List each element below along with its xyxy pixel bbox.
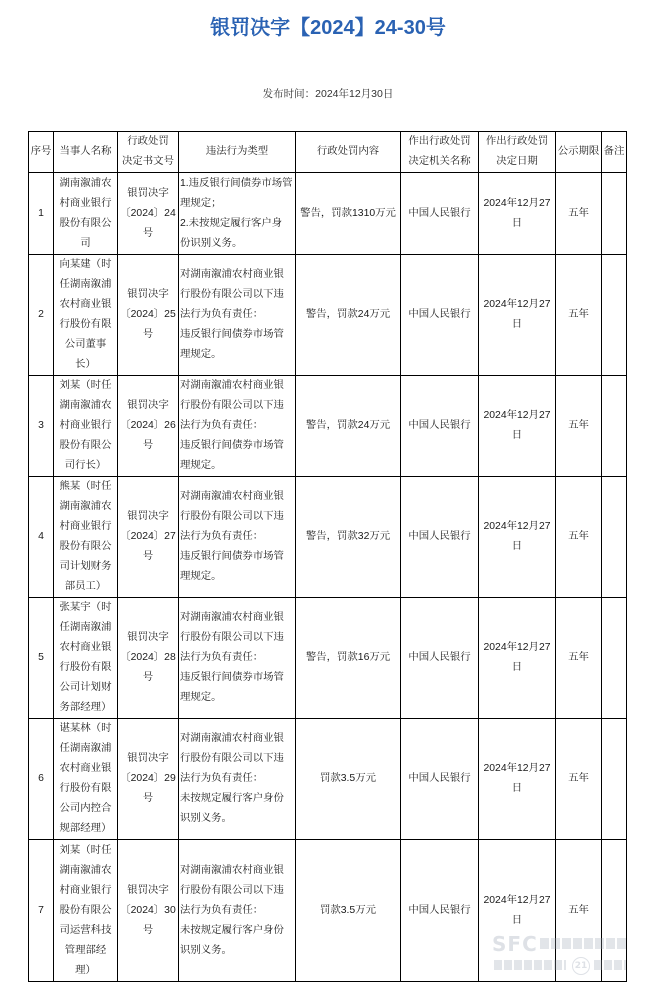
cell-party-name: 向某建（时 任湖南溆浦 农村商业银 行股份有限 公司董事 长） [54, 255, 118, 376]
cell-authority: 中国人民银行 [401, 477, 479, 598]
cell-disclosure-period: 五年 [556, 719, 602, 840]
cell-authority: 中国人民银行 [401, 173, 479, 255]
table-row [29, 598, 627, 719]
publish-date-label: 发布时间： [262, 88, 316, 100]
publish-date-value: 2024年12月30日 [315, 88, 394, 100]
cell-disclosure-period: 五年 [556, 173, 602, 255]
cell-authority: 中国人民银行 [401, 719, 479, 840]
cell-serial-number: 2 [29, 255, 54, 376]
cell-disclosure-period: 五年 [556, 598, 602, 719]
cell-decision-number: 银罚决字 〔2024〕28 号 [118, 598, 179, 719]
penalty-table [28, 131, 627, 982]
cell-serial-number: 4 [29, 477, 54, 598]
cell-violation-type: 对湖南溆浦农村商业银 行股份有限公司以下违 法行为负有责任： 违反银行间债券市场管 理规定。 [179, 598, 296, 719]
cell-serial-number: 7 [29, 840, 54, 982]
cell-authority: 中国人民银行 [401, 840, 479, 982]
cell-violation-type: 对湖南溆浦农村商业银 行股份有限公司以下违 法行为负有责任： 未按规定履行客户身份 识别义务。 [179, 840, 296, 982]
cell-decision-date: 2024年12月27 日 [479, 719, 556, 840]
table-header-row [29, 132, 627, 173]
table-row [29, 840, 627, 982]
cell-disclosure-period: 五年 [556, 840, 602, 982]
table-row [29, 376, 627, 477]
cell-penalty-content: 警告，罚款24万元 [296, 376, 401, 477]
cell-serial-number: 6 [29, 719, 54, 840]
cell-penalty-content: 警告，罚款16万元 [296, 598, 401, 719]
cell-serial-number: 5 [29, 598, 54, 719]
cell-penalty-content: 警告，罚款24万元 [296, 255, 401, 376]
cell-decision-date: 2024年12月27 日 [479, 477, 556, 598]
cell-penalty-content: 警告，罚款32万元 [296, 477, 401, 598]
cell-party-name: 湖南溆浦农 村商业银行 股份有限公 司 [54, 173, 118, 255]
cell-violation-type: 对湖南溆浦农村商业银 行股份有限公司以下违 法行为负有责任： 违反银行间债券市场管 理规定。 [179, 477, 296, 598]
header-authority: 作出行政处罚 决定机关名称 [401, 132, 479, 173]
cell-violation-type: 对湖南溆浦农村商业银 行股份有限公司以下违 法行为负有责任： 未按规定履行客户身份 识别义务。 [179, 719, 296, 840]
cell-authority: 中国人民银行 [401, 598, 479, 719]
table-row [29, 477, 627, 598]
cell-party-name: 张某宇（时 任湖南溆浦 农村商业银 行股份有限 公司计划财 务部经理） [54, 598, 118, 719]
cell-decision-number: 银罚决字 〔2024〕27 号 [118, 477, 179, 598]
cell-authority: 中国人民银行 [401, 255, 479, 376]
cell-serial-number: 1 [29, 173, 54, 255]
cell-party-name: 刘某（时任 湖南溆浦农 村商业银行 股份有限公 司行长） [54, 376, 118, 477]
cell-penalty-content: 警告，罚款1310万元 [296, 173, 401, 255]
header-violation-type: 违法行为类型 [179, 132, 296, 173]
cell-remarks [602, 719, 627, 840]
cell-decision-number: 银罚决字 〔2024〕30 号 [118, 840, 179, 982]
cell-violation-type: 1.违反银行间债券市场管 理规定； 2.未按规定履行客户身 份识别义务。 [179, 173, 296, 255]
cell-authority: 中国人民银行 [401, 376, 479, 477]
cell-remarks [602, 598, 627, 719]
header-serial-number: 序号 [29, 132, 54, 173]
cell-remarks [602, 477, 627, 598]
cell-decision-date: 2024年12月27 日 [479, 173, 556, 255]
watermark-badge-icon: 21 [572, 957, 590, 975]
header-remarks: 备注 [602, 132, 627, 173]
cell-violation-type: 对湖南溆浦农村商业银 行股份有限公司以下违 法行为负有责任： 违反银行间债券市场管 理规定。 [179, 255, 296, 376]
table-row [29, 719, 627, 840]
cell-disclosure-period: 五年 [556, 477, 602, 598]
cell-disclosure-period: 五年 [556, 376, 602, 477]
cell-decision-number: 银罚决字 〔2024〕26 号 [118, 376, 179, 477]
cell-party-name: 刘某（时任 湖南溆浦农 村商业银行 股份有限公 司运营科技 管理部经 理） [54, 840, 118, 982]
cell-party-name: 谌某林（时 任湖南溆浦 农村商业银 行股份有限 公司内控合 规部经理） [54, 719, 118, 840]
cell-serial-number: 3 [29, 376, 54, 477]
cell-party-name: 熊某（时任 湖南溆浦农 村商业银行 股份有限公 司计划财务 部员工） [54, 477, 118, 598]
cell-decision-date: 2024年12月27 日 [479, 840, 556, 982]
table-row [29, 173, 627, 255]
watermark-brand: SFC [492, 932, 538, 956]
cell-decision-number: 银罚决字 〔2024〕25 号 [118, 255, 179, 376]
cell-decision-date: 2024年12月27 日 [479, 376, 556, 477]
cell-violation-type: 对湖南溆浦农村商业银 行股份有限公司以下违 法行为负有责任： 违反银行间债券市场管 理规定。 [179, 376, 296, 477]
cell-disclosure-period: 五年 [556, 255, 602, 376]
cell-decision-date: 2024年12月27 日 [479, 255, 556, 376]
publish-date [0, 87, 656, 101]
cell-penalty-content: 罚款3.5万元 [296, 840, 401, 982]
header-decision-number: 行政处罚 决定书文号 [118, 132, 179, 173]
cell-penalty-content: 罚款3.5万元 [296, 719, 401, 840]
header-party-name: 当事人名称 [54, 132, 118, 173]
cell-decision-number: 银罚决字 〔2024〕24 号 [118, 173, 179, 255]
cell-remarks [602, 376, 627, 477]
cell-decision-date: 2024年12月27 日 [479, 598, 556, 719]
header-penalty-content: 行政处罚内容 [296, 132, 401, 173]
cell-remarks [602, 173, 627, 255]
page-title: 银罚决字【2024】24-30号 [210, 17, 446, 39]
table-row [29, 255, 627, 376]
header-decision-date: 作出行政处罚 决定日期 [479, 132, 556, 173]
header-disclosure-period: 公示期限 [556, 132, 602, 173]
cell-remarks [602, 255, 627, 376]
cell-decision-number: 银罚决字 〔2024〕29 号 [118, 719, 179, 840]
cell-remarks [602, 840, 627, 982]
